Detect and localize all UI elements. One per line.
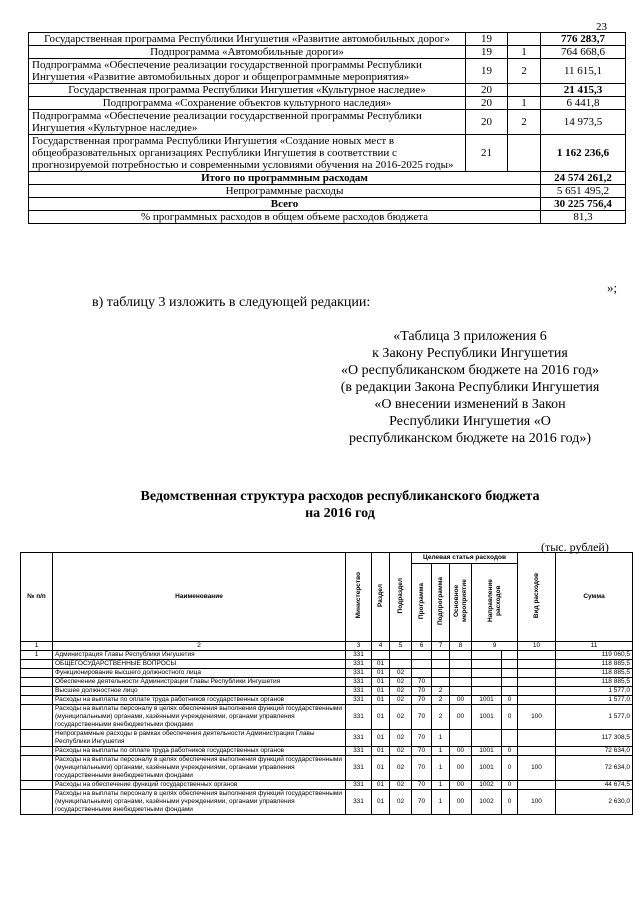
row-main-event	[450, 651, 472, 660]
row-subsection: 02	[390, 705, 412, 730]
column-number: 6	[412, 642, 432, 651]
row-main-event: 00	[450, 790, 472, 815]
units-label: (тыс. рублей)	[541, 540, 609, 554]
program-row	[29, 46, 626, 59]
table-row	[21, 781, 633, 790]
row-subsection: 02	[390, 790, 412, 815]
row-direction-suffix: 0	[502, 781, 518, 790]
document-title	[60, 488, 620, 522]
program-code: 20	[466, 84, 508, 97]
heading-line: Республики Ингушетия «О	[389, 414, 551, 429]
row-name: Расходы на обеспечение функций государственных органов	[53, 781, 346, 790]
heading-line: «О внесении изменений в Закон	[374, 397, 566, 412]
row-program: 70	[412, 705, 432, 730]
row-section: 01	[372, 756, 390, 781]
table-row	[21, 730, 633, 747]
row-num	[21, 678, 53, 687]
row-direction	[472, 651, 502, 660]
row-direction	[472, 687, 502, 696]
row-direction-suffix	[502, 678, 518, 687]
total-sum: 5 651 495,2	[541, 185, 626, 198]
table-row	[21, 687, 633, 696]
row-sum: 118 885,5	[556, 678, 633, 687]
row-main-event	[450, 730, 472, 747]
header-section: Раздел	[372, 553, 390, 642]
column-number: 5	[390, 642, 412, 651]
row-direction: 1001	[472, 705, 502, 730]
program-row	[29, 84, 626, 97]
total-row	[29, 185, 626, 198]
row-expense-type	[518, 747, 556, 756]
row-program	[412, 660, 432, 669]
row-section: 01	[372, 660, 390, 669]
row-expense-type: 100	[518, 705, 556, 730]
row-program: 70	[412, 781, 432, 790]
subprogram-code: 2	[508, 110, 541, 135]
title-line: Ведомственная структура расходов республиканского бюджета	[140, 489, 540, 504]
program-row	[29, 135, 626, 172]
row-program	[412, 651, 432, 660]
total-row	[29, 198, 626, 211]
row-ministry: 331	[346, 687, 372, 696]
total-label: Итого по программным расходам	[29, 172, 541, 185]
row-sum: 1 577,0	[556, 705, 633, 730]
row-subsection: 02	[390, 781, 412, 790]
row-ministry: 331	[346, 781, 372, 790]
column-number: 2	[53, 642, 346, 651]
program-code: 20	[466, 97, 508, 110]
program-name: Государственная программа Республики Ингушетия «Развитие автомобильных дорог»	[29, 33, 466, 46]
row-direction: 1001	[472, 747, 502, 756]
row-main-event	[450, 687, 472, 696]
program-row	[29, 110, 626, 135]
row-num	[21, 756, 53, 781]
row-name: Высшее должностное лицо	[53, 687, 346, 696]
row-ministry: 331	[346, 696, 372, 705]
row-ministry: 331	[346, 705, 372, 730]
subprogram-code: 2	[508, 59, 541, 84]
program-row	[29, 59, 626, 84]
program-code: 19	[466, 46, 508, 59]
subprogram-code	[508, 135, 541, 172]
total-row	[29, 172, 626, 185]
row-num	[21, 730, 53, 747]
table-row	[21, 669, 633, 678]
subprogram-code	[508, 33, 541, 46]
row-direction-suffix	[502, 730, 518, 747]
header-direction: Направление расходов	[472, 564, 518, 642]
column-number: 1	[21, 642, 53, 651]
header-expense-type: Вид расходов	[518, 553, 556, 642]
program-sum: 11 615,1	[541, 59, 626, 84]
program-code: 19	[466, 33, 508, 46]
row-subsection: 02	[390, 756, 412, 781]
row-sum: 2 630,0	[556, 790, 633, 815]
row-sum: 1 577,0	[556, 696, 633, 705]
row-name: Непрограммные расходы в рамках обеспечения деятельности Администрации Главы Республики Ингушетия	[53, 730, 346, 747]
total-label: Непрограммные расходы	[29, 185, 541, 198]
row-program: 70	[412, 730, 432, 747]
table-body	[21, 651, 633, 815]
column-number: 9	[472, 642, 518, 651]
row-subsection: 02	[390, 687, 412, 696]
row-section: 01	[372, 687, 390, 696]
row-num	[21, 669, 53, 678]
column-number: 11	[556, 642, 633, 651]
row-expense-type	[518, 678, 556, 687]
row-expense-type	[518, 660, 556, 669]
row-subsection: 02	[390, 696, 412, 705]
row-direction-suffix	[502, 651, 518, 660]
row-name: Расходы на выплаты персоналу в целях обеспечения выполнения функций государственными (муниципальными) органами, казёнными учреждениями, органами управления государственными внебюджетными фондами	[53, 790, 346, 815]
row-program: 70	[412, 747, 432, 756]
table-row	[21, 651, 633, 660]
row-subprogram: 1	[432, 790, 450, 815]
row-main-event: 00	[450, 756, 472, 781]
program-sum: 21 415,3	[541, 84, 626, 97]
heading-line: «Таблица 3 приложения 6	[393, 329, 547, 344]
row-ministry: 331	[346, 669, 372, 678]
program-sum: 1 162 236,6	[541, 135, 626, 172]
row-direction	[472, 660, 502, 669]
program-row	[29, 97, 626, 110]
row-subprogram	[432, 669, 450, 678]
row-name: Обеспечение деятельности Администрации Главы Республики Ингушетия	[53, 678, 346, 687]
header-name: Наименование	[53, 553, 346, 642]
program-code: 20	[466, 110, 508, 135]
row-subprogram: 1	[432, 730, 450, 747]
row-program	[412, 669, 432, 678]
row-name: Расходы на выплаты по оплате труда работников государственных органов	[53, 747, 346, 756]
row-section: 01	[372, 781, 390, 790]
table-row	[21, 705, 633, 730]
header-target-article: Целевая статья расходов	[412, 553, 518, 564]
row-subsection: 02	[390, 669, 412, 678]
row-expense-type: 100	[518, 790, 556, 815]
table-reference-heading	[320, 328, 620, 447]
row-section: 01	[372, 696, 390, 705]
row-sum: 72 634,0	[556, 747, 633, 756]
program-name: Государственная программа Республики Ингушетия «Создание новых мест в общеобразовательных организациях Республики Ингушетия в соответствии с прогнозируемой потребностью и современными условиями обучения на 2016-2025 годы»	[29, 135, 466, 172]
row-sum: 1 577,0	[556, 687, 633, 696]
row-main-event	[450, 660, 472, 669]
row-section: 01	[372, 705, 390, 730]
row-expense-type	[518, 696, 556, 705]
row-subprogram: 1	[432, 781, 450, 790]
row-main-event	[450, 678, 472, 687]
program-sum: 776 283,7	[541, 33, 626, 46]
row-direction-suffix: 0	[502, 756, 518, 781]
heading-line: к Закону Республики Ингушетия	[372, 346, 568, 361]
header-ministry: Министерство	[346, 553, 372, 642]
row-ministry: 331	[346, 678, 372, 687]
total-sum: 81,3	[541, 211, 626, 224]
heading-line: (в редакции Закона Республики Ингушетия	[340, 380, 600, 395]
row-section: 01	[372, 747, 390, 756]
row-ministry: 331	[346, 790, 372, 815]
programs-summary-table	[28, 32, 626, 224]
subprogram-code: 1	[508, 46, 541, 59]
programs-summary-body	[29, 33, 626, 224]
row-direction-suffix: 0	[502, 696, 518, 705]
row-program: 70	[412, 790, 432, 815]
header-sum: Сумма	[556, 553, 633, 642]
intro-text: в) таблицу 3 изложить в следующей редакции:	[92, 295, 371, 310]
row-ministry: 331	[346, 756, 372, 781]
row-num	[21, 705, 53, 730]
column-number: 10	[518, 642, 556, 651]
header-num: № п/п	[21, 553, 53, 642]
row-expense-type	[518, 730, 556, 747]
row-section: 01	[372, 790, 390, 815]
subprogram-code: 1	[508, 97, 541, 110]
total-label: % программных расходов в общем объеме расходов бюджета	[29, 211, 541, 224]
row-expense-type	[518, 651, 556, 660]
row-subprogram: 2	[432, 687, 450, 696]
program-name: Подпрограмма «Обеспечение реализации государственной программы Республики Ингушетия «Развитие автомобильных дорог и общепрограммные мероприятия»	[29, 59, 466, 84]
row-name: Расходы на выплаты по оплате труда работников государственных органов	[53, 696, 346, 705]
row-sum: 72 634,0	[556, 756, 633, 781]
row-expense-type	[518, 687, 556, 696]
row-sum: 44 674,5	[556, 781, 633, 790]
row-direction	[472, 669, 502, 678]
row-subprogram	[432, 678, 450, 687]
row-ministry: 331	[346, 651, 372, 660]
header-subsection: Подраздел	[390, 553, 412, 642]
row-name: ОБЩЕГОСУДАРСТВЕННЫЕ ВОПРОСЫ	[53, 660, 346, 669]
row-direction	[472, 730, 502, 747]
row-num	[21, 660, 53, 669]
row-direction-suffix: 0	[502, 790, 518, 815]
column-number: 7	[432, 642, 450, 651]
row-num	[21, 747, 53, 756]
program-sum: 764 668,6	[541, 46, 626, 59]
row-main-event	[450, 669, 472, 678]
row-name: Расходы на выплаты персоналу в целях обеспечения выполнения функций государственными (муниципальными) органами, казёнными учреждениями, органами управления государственными внебюджетными фондами	[53, 705, 346, 730]
row-num	[21, 781, 53, 790]
program-row	[29, 33, 626, 46]
header-main-event: Основное мероприятие	[450, 564, 472, 642]
column-number: 8	[450, 642, 472, 651]
row-expense-type: 100	[518, 756, 556, 781]
program-name: Подпрограмма «Автомобильные дороги»	[29, 46, 466, 59]
row-ministry: 331	[346, 660, 372, 669]
closing-quote: »;	[607, 280, 618, 295]
row-num	[21, 696, 53, 705]
total-sum: 30 225 756,4	[541, 198, 626, 211]
program-name: Государственная программа Республики Ингушетия «Культурное наследие»	[29, 84, 466, 97]
row-expense-type	[518, 669, 556, 678]
row-section: 01	[372, 669, 390, 678]
row-num	[21, 790, 53, 815]
row-subprogram: 1	[432, 756, 450, 781]
subprogram-code	[508, 84, 541, 97]
row-name: Администрация Главы Республики Ингушетия	[53, 651, 346, 660]
row-direction: 1002	[472, 790, 502, 815]
program-name: Подпрограмма «Обеспечение реализации государственной программы Республики Ингушетия «Культурное наследие»	[29, 110, 466, 135]
row-direction-suffix	[502, 669, 518, 678]
row-subprogram	[432, 651, 450, 660]
title-line: на 2016 год	[305, 506, 375, 521]
row-expense-type	[518, 781, 556, 790]
row-direction: 1001	[472, 696, 502, 705]
column-numbers-row	[21, 642, 633, 651]
table-row	[21, 756, 633, 781]
row-sum: 118 885,5	[556, 669, 633, 678]
heading-line: «О республиканском бюджете на 2016 год»	[341, 363, 599, 378]
page-number: 23	[596, 21, 607, 33]
table-row	[21, 696, 633, 705]
row-direction-suffix	[502, 687, 518, 696]
row-section	[372, 651, 390, 660]
row-subprogram: 2	[432, 705, 450, 730]
row-section: 01	[372, 730, 390, 747]
row-subprogram: 1	[432, 747, 450, 756]
row-ministry: 331	[346, 747, 372, 756]
row-program: 70	[412, 696, 432, 705]
row-subsection: 02	[390, 747, 412, 756]
program-sum: 6 441,8	[541, 97, 626, 110]
row-program: 70	[412, 756, 432, 781]
row-section: 01	[372, 678, 390, 687]
row-direction-suffix: 0	[502, 747, 518, 756]
row-num: 1	[21, 651, 53, 660]
table-row	[21, 747, 633, 756]
header-subprogram: Подпрограмма	[432, 564, 450, 642]
row-sum: 119 060,5	[556, 651, 633, 660]
row-name: Расходы на выплаты персоналу в целях обеспечения выполнения функций государственными (муниципальными) органами, казёнными учреждениями, органами управления государственными внебюджетными фондами	[53, 756, 346, 781]
program-name: Подпрограмма «Сохранение объектов культурного наследия»	[29, 97, 466, 110]
column-number: 4	[372, 642, 390, 651]
table-row	[21, 790, 633, 815]
row-main-event: 00	[450, 705, 472, 730]
row-main-event: 00	[450, 696, 472, 705]
departmental-structure-table	[20, 552, 633, 815]
row-sum: 118 885,5	[556, 660, 633, 669]
row-direction: 1002	[472, 781, 502, 790]
column-number: 3	[346, 642, 372, 651]
row-subprogram: 2	[432, 696, 450, 705]
row-program: 70	[412, 678, 432, 687]
row-ministry: 331	[346, 730, 372, 747]
header-program: Программа	[412, 564, 432, 642]
row-subsection	[390, 660, 412, 669]
row-subsection: 02	[390, 730, 412, 747]
row-direction-suffix: 0	[502, 705, 518, 730]
row-program: 70	[412, 687, 432, 696]
row-subprogram	[432, 660, 450, 669]
table-row	[21, 660, 633, 669]
row-name: Функционирование высшего должностного лица	[53, 669, 346, 678]
total-label: Всего	[29, 198, 541, 211]
row-direction	[472, 678, 502, 687]
total-sum: 24 574 261,2	[541, 172, 626, 185]
table-header	[21, 553, 633, 651]
row-main-event: 00	[450, 781, 472, 790]
program-code: 21	[466, 135, 508, 172]
heading-line: республиканском бюджете на 2016 год»)	[348, 431, 592, 446]
row-direction-suffix	[502, 660, 518, 669]
program-code: 19	[466, 59, 508, 84]
row-main-event: 00	[450, 747, 472, 756]
program-sum: 14 973,5	[541, 110, 626, 135]
table-row	[21, 678, 633, 687]
row-sum: 117 308,5	[556, 730, 633, 747]
total-row	[29, 211, 626, 224]
row-subsection: 02	[390, 678, 412, 687]
row-subsection	[390, 651, 412, 660]
row-num	[21, 687, 53, 696]
row-direction: 1001	[472, 756, 502, 781]
